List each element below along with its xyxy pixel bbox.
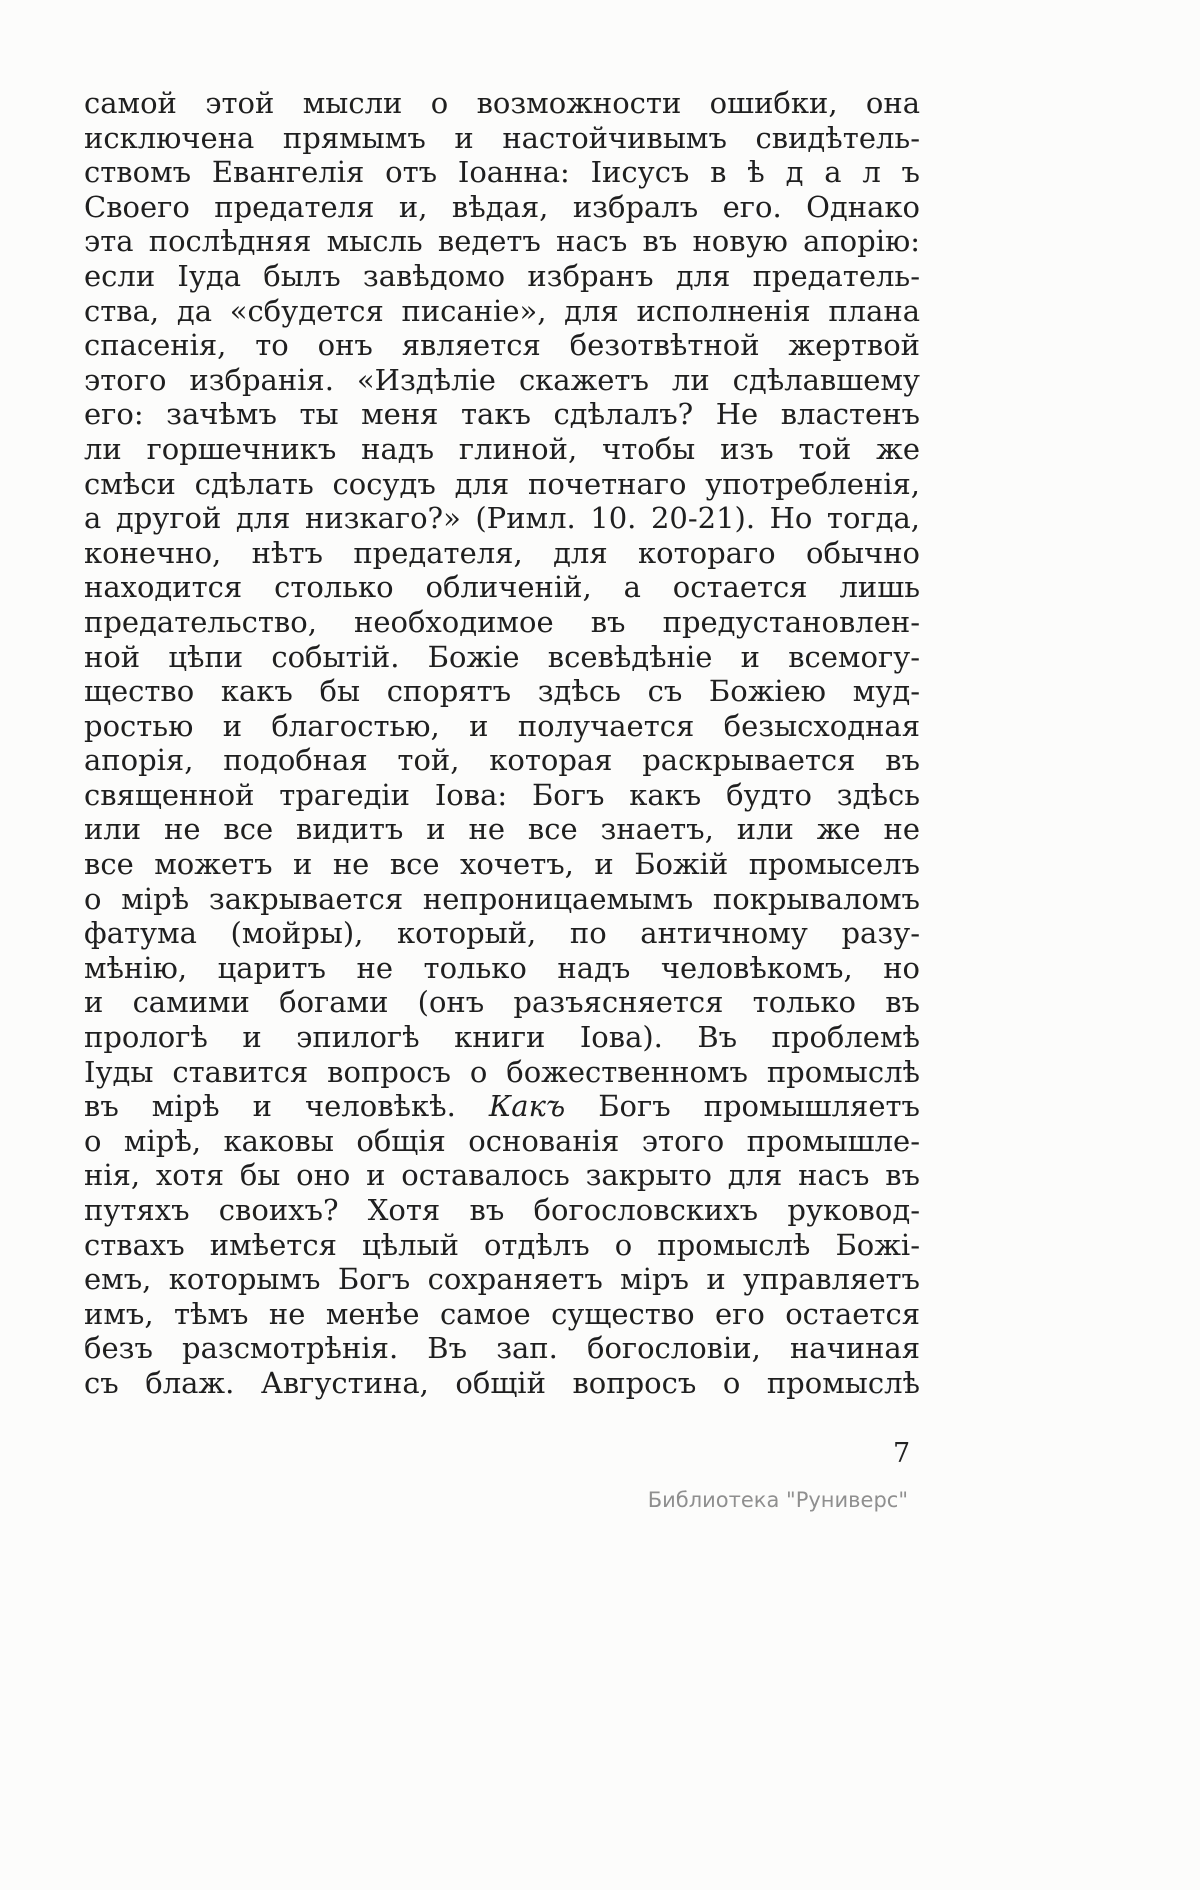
text-line: самой этой мысли о возможности ошибки, она <box>84 86 920 120</box>
text-line: ростью и благостью, и получается безысходная <box>84 708 920 743</box>
text-line: путяхъ своихъ? Хотя въ богословскихъ руковод- <box>84 1193 920 1227</box>
text-line: все можетъ и не все хочетъ, и Божій промыселъ <box>84 847 920 882</box>
text-line: а другой для низкаго?» (Римл. 10. 20-21). Но тогда, <box>84 501 920 536</box>
text-line: щество какъ бы спорятъ здѣсь съ Божіею муд- <box>84 674 920 709</box>
text-line: прологѣ и эпилогѣ книги Іова). Въ проблемѣ <box>84 1020 920 1055</box>
text-line: исключена прямымъ и настойчивымъ свидѣтель- <box>84 120 920 155</box>
text-line: конечно, нѣтъ предателя, для котораго обычно <box>84 535 920 570</box>
text-line: емъ, которымъ Богъ сохраняетъ міръ и управляетъ <box>84 1262 920 1297</box>
text-line: и самими богами (онъ разъясняется только въ <box>84 985 920 1020</box>
text-line: предательство, необходимое въ предустановлен- <box>84 604 920 639</box>
text-line: ствомъ Евангелія отъ Іоанна: Іисусъ в ѣ д а л ъ <box>84 155 920 190</box>
text-line: ствахъ имѣется цѣлый отдѣлъ о промыслѣ Божі- <box>84 1227 920 1262</box>
text-line: ства, да «сбудется писаніе», для исполненія плана <box>84 293 920 328</box>
text-line: эта послѣдняя мысль ведетъ насъ въ новую апорію: <box>84 224 920 259</box>
text-line: ли горшечникъ надъ глиной, чтобы изъ той же <box>84 431 920 466</box>
text-line: фатума (мойры), который, по античному разу- <box>84 916 920 951</box>
text-line: спасенія, то онъ является безотвѣтной жертвой <box>84 328 920 363</box>
text-line: Іуды ставится вопросъ о божественномъ промыслѣ <box>84 1054 920 1089</box>
library-watermark: Библиотека "Руниверс" <box>647 1488 908 1512</box>
text-segment: Богъ промышляетъ <box>565 1089 920 1124</box>
text-line: мѣнію, царитъ не только надъ человѣкомъ, но <box>84 950 920 985</box>
text-line: священной трагедіи Іова: Богъ какъ будто здѣсь <box>84 777 920 812</box>
text-line: или не все видитъ и не все знаетъ, или же не <box>84 812 920 847</box>
text-line: ной цѣпи событій. Божіе всевѣдѣніе и всемогу- <box>84 639 920 674</box>
text-line <box>84 1089 920 1124</box>
emphasized-text: Какъ <box>488 1089 566 1124</box>
text-line: имъ, тѣмъ не менѣе самое существо его остается <box>84 1296 920 1331</box>
text-segment: въ мірѣ и человѣкѣ. <box>84 1089 489 1124</box>
text-line: апорія, подобная той, которая раскрывается въ <box>84 743 920 778</box>
page-number: 7 <box>893 1438 911 1469</box>
text-line: съ блаж. Августина, общій вопросъ о промыслѣ <box>84 1365 920 1400</box>
text-line: о мірѣ закрывается непроницаемымъ покрываломъ <box>84 881 920 916</box>
text-line: нія, хотя бы оно и оставалось закрыто для насъ въ <box>84 1158 920 1193</box>
text-line: безъ разсмотрѣнія. Въ зап. богословіи, начиная <box>84 1331 920 1366</box>
text-line: смѣси сдѣлать сосудъ для почетнаго употребленія, <box>84 466 920 501</box>
body-text <box>84 86 920 1401</box>
text-line: Своего предателя и, вѣдая, избралъ его. Однако <box>84 189 920 224</box>
text-line: этого избранія. «Издѣліе скажетъ ли сдѣлавшему <box>84 362 920 397</box>
text-line: если Іуда былъ завѣдомо избранъ для предатель- <box>84 258 920 293</box>
text-line: его: зачѣмъ ты меня такъ сдѣлалъ? Не властенъ <box>84 397 920 432</box>
text-line: о мірѣ, каковы общія основанія этого промышле- <box>84 1123 920 1158</box>
text-line: находится столько обличеній, а остается лишь <box>84 570 920 605</box>
